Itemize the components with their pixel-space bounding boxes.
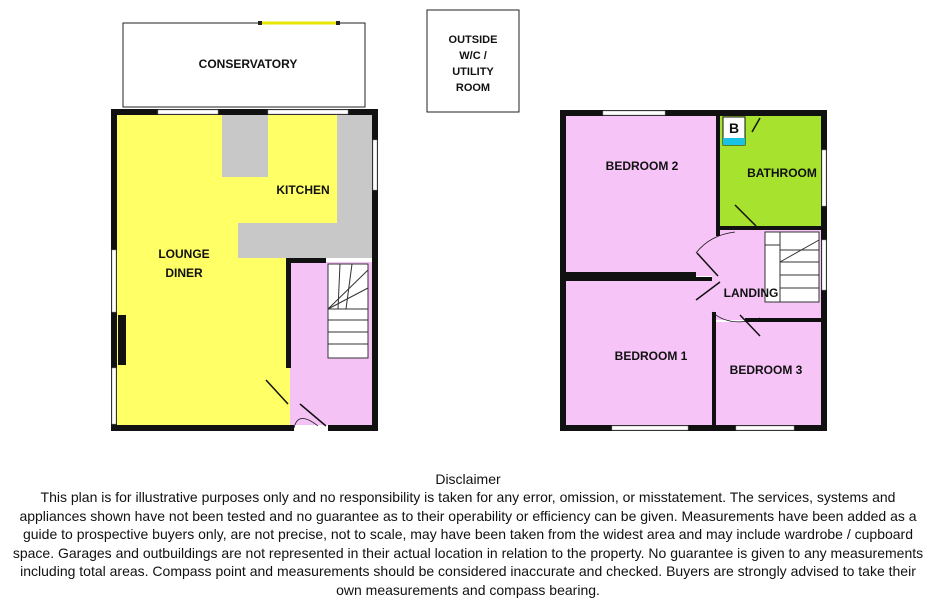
boiler-cupboard (723, 117, 745, 145)
kitchen-unit-right (337, 115, 372, 223)
outside-wc-label-line3: UTILITY (452, 66, 494, 78)
bedroom-2-label: BEDROOM 2 (605, 159, 679, 173)
outside-wc-label-line1: OUTSIDE (448, 34, 498, 46)
kitchen-unit-top (222, 115, 268, 177)
disclaimer-body: This plan is for illustrative purposes only and no responsibility is taken for any error, omission, or misstatement. The services, systems and appliances shown have not been tested and no guarantee as to their operability or efficiency can be given. Measurements have been added as a guide to prospective buyers only, are not precise, not to scale, may have been taken from the widest area and may include wardrobe / cupboard space. Garages and outbuildings are not represented in their actual location in relation to the property. No guarantee is given to any measurements including total areas. Compass point and measurements should be considered inaccurate and checked. Buyers are strongly advised to take their own measurements and compass bearing. (12, 489, 924, 598)
ground-floor (111, 10, 519, 431)
first-floor (560, 110, 827, 431)
conservatory-label: CONSERVATORY (198, 57, 298, 71)
disclaimer (8, 470, 928, 599)
bathroom-label: BATHROOM (747, 166, 817, 180)
bedroom-2-area (566, 116, 716, 276)
conservatory (123, 21, 365, 107)
lounge-diner-label-line2: DINER (165, 266, 203, 280)
lounge-diner-label-line1: LOUNGE (158, 247, 210, 261)
bedroom-1-label: BEDROOM 1 (614, 349, 688, 363)
outside-wc-utility (427, 10, 519, 112)
bedroom-3-label: BEDROOM 3 (729, 363, 803, 377)
disclaimer-title: Disclaimer (435, 471, 501, 487)
boiler-label: B (728, 120, 740, 136)
outside-wc-label-line4: ROOM (455, 82, 491, 94)
outside-wc-label-line2: W/C / (459, 50, 487, 62)
landing-label: LANDING (723, 286, 779, 300)
kitchen-unit-peninsula (238, 223, 372, 258)
kitchen-label: KITCHEN (276, 183, 330, 197)
ground-stairs (328, 264, 368, 358)
